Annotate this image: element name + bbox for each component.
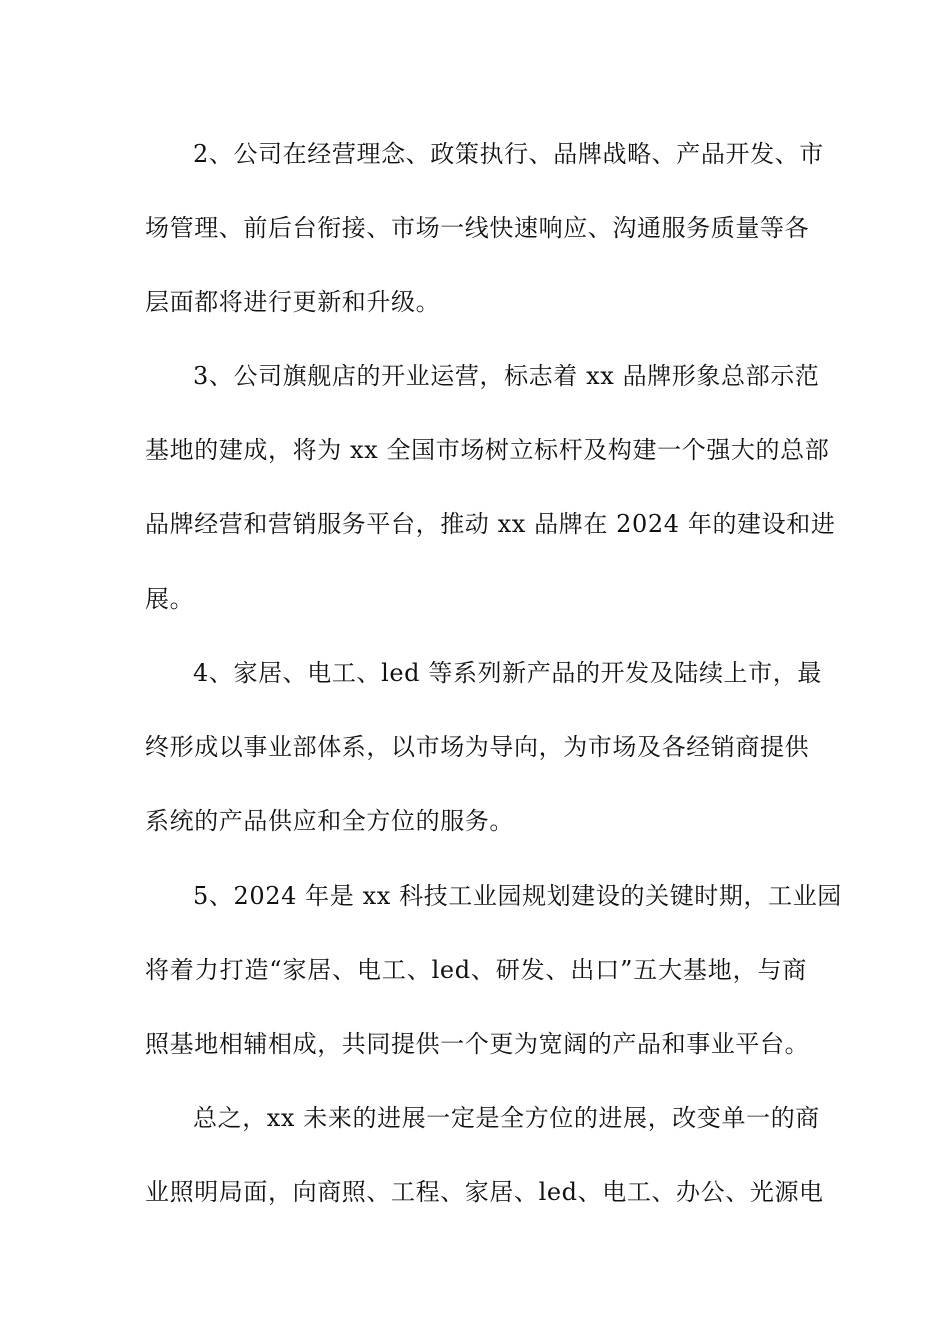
text-line: 展。: [145, 585, 195, 613]
text-line: 场管理、前后台衔接、市场一线快速响应、沟通服务质量等各: [145, 214, 810, 242]
text-line: 基地的建成，将为 xx 全国市场树立标杆及构建一个强大的总部: [145, 436, 830, 464]
text-line: 2、公司在经营理念、政策执行、品牌战略、产品开发、市: [193, 140, 824, 168]
text-line: 层面都将进行更新和升级。: [145, 288, 441, 316]
text-line: 业照明局面，向商照、工程、家居、led、电工、办公、光源电: [145, 1178, 824, 1206]
text-line: 3、公司旗舰店的开业运营，标志着 xx 品牌形象总部示范: [193, 362, 820, 390]
text-line: 4、家居、电工、led 等系列新产品的开发及陆续上市，最: [193, 659, 822, 687]
text-line: 总之，xx 未来的进展一定是全方位的进展，改变单一的商: [193, 1104, 820, 1132]
text-line: 将着力打造“家居、电工、led、研发、出口”五大基地，与商: [145, 956, 807, 984]
text-line: 照基地相辅相成，共同提供一个更为宽阔的产品和事业平台。: [145, 1030, 810, 1058]
text-line: 品牌经营和营销服务平台，推动 xx 品牌在 2024 年的建设和进: [145, 510, 836, 538]
text-line: 系统的产品供应和全方位的服务。: [145, 807, 514, 835]
text-line: 5、2024 年是 xx 科技工业园规划建设的关键时期，工业园: [193, 882, 842, 910]
text-line: 终形成以事业部体系，以市场为导向，为市场及各经销商提供: [145, 733, 810, 761]
